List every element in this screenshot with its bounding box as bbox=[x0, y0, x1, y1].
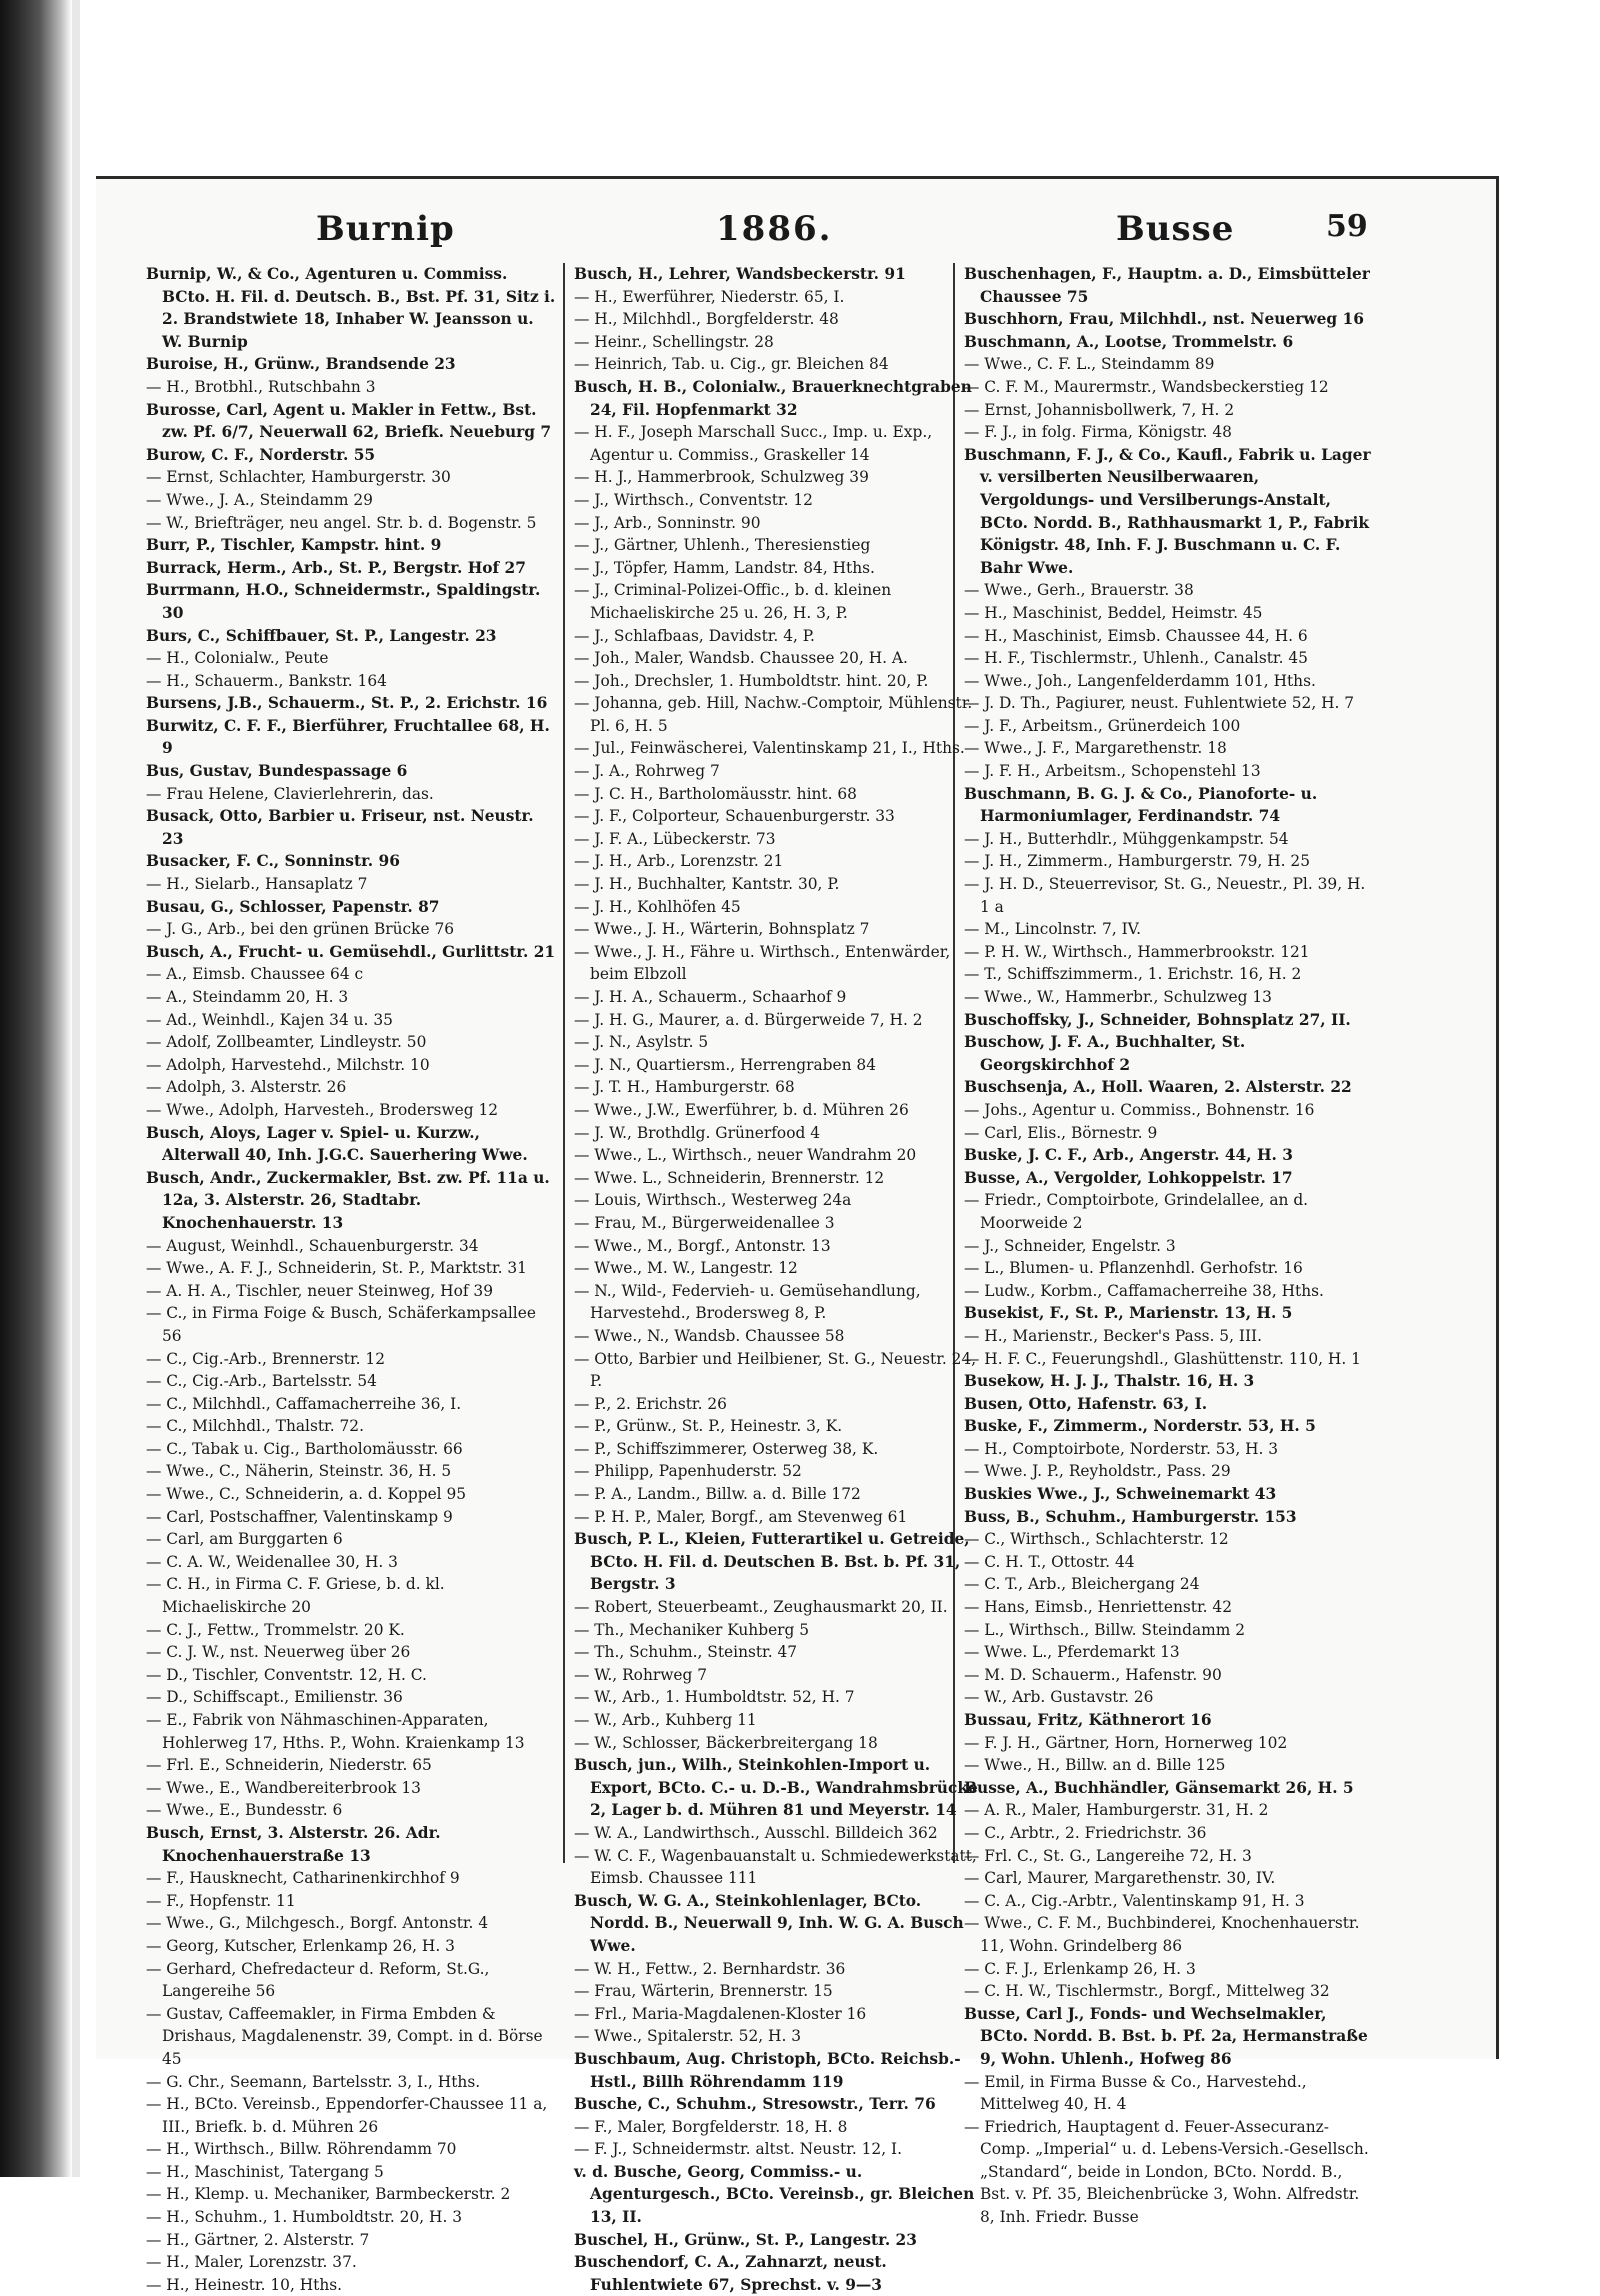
directory-entry: Burwitz, C. F. F., Bierführer, Fruchtallee 68, H. 9 bbox=[146, 716, 550, 758]
directory-entry: — Joh., Maler, Wandsb. Chaussee 20, H. A. bbox=[574, 649, 908, 668]
directory-entry: — P. H. P., Maler, Borgf., am Stevenweg 61 bbox=[574, 1507, 908, 1526]
directory-entry: — Hans, Eimsb., Henriettenstr. 42 bbox=[964, 1598, 1232, 1617]
directory-entry: — Jul., Feinwäscherei, Valentinskamp 21, I., Hths. bbox=[574, 739, 965, 758]
directory-entry: Busch, Aloys, Lager v. Spiel- u. Kurzw., Alterwall 40, Inh. J.G.C. Sauerhering Wwe. bbox=[146, 1123, 528, 1165]
directory-entry: Buschmann, F. J., & Co., Kaufl., Fabrik u. Lager v. versilberten Neusilberwaaren, Vergoldungs- und Versilberungs-Anstalt, BCto. Nordd. B., Rathhausmarkt 1, P., Fabrik Königstr. 48, Inh. F. J. Buschmann u. C. F. Bahr Wwe. bbox=[964, 445, 1371, 577]
directory-entry: — P., Schiffszimmerer, Osterweg 38, K. bbox=[574, 1439, 879, 1458]
directory-entry: Buschel, H., Grünw., St. P., Langestr. 23 bbox=[574, 2230, 917, 2249]
directory-entry: — J. F., Colporteur, Schauenburgerstr. 33 bbox=[574, 807, 895, 826]
directory-entry: — C. J. W., nst. Neuerweg über 26 bbox=[146, 1643, 411, 1662]
directory-entry: — Adolph, Harvestehd., Milchstr. 10 bbox=[146, 1055, 430, 1074]
directory-entry: — Carl, am Burggarten 6 bbox=[146, 1530, 343, 1549]
directory-entry: — J. H., Butterhdlr., Mühggenkampstr. 54 bbox=[964, 829, 1289, 848]
directory-entry: — W., Rohrweg 7 bbox=[574, 1665, 708, 1684]
directory-entry: — Wwe. L., Schneiderin, Brennerstr. 12 bbox=[574, 1168, 885, 1187]
directory-entry: — W., Arb., Kuhberg 11 bbox=[574, 1711, 757, 1729]
directory-entry: — H., Comptoirbote, Norderstr. 53, H. 3 bbox=[964, 1439, 1279, 1458]
directory-entry: — C. F. J., Erlenkamp 26, H. 3 bbox=[964, 1959, 1196, 1978]
directory-entry: — Wwe., C. F. M., Buchbinderei, Knochenhauerstr. 11, Wohn. Grindelberg 86 bbox=[964, 1914, 1360, 1955]
directory-entry: — Friedr., Comptoirbote, Grindelallee, an d. Moorweide 2 bbox=[964, 1191, 1309, 1232]
directory-entry: — W., Arb. Gustavstr. 26 bbox=[964, 1688, 1154, 1707]
directory-entry: — G. Chr., Seemann, Bartelsstr. 3, I., Hths. bbox=[146, 2072, 481, 2091]
directory-entry: — H. J., Hammerbrook, Schulzweg 39 bbox=[574, 468, 869, 487]
directory-entry: — C., Tabak u. Cig., Bartholomäusstr. 66 bbox=[146, 1439, 463, 1458]
column-2 bbox=[574, 263, 984, 2296]
directory-entry: Burosse, Carl, Agent u. Makler in Fettw., Bst. zw. Pf. 6/7, Neuerwall 62, Briefk. Neueburg 7 bbox=[146, 400, 552, 442]
directory-entry: — F. J., in folg. Firma, Königstr. 48 bbox=[964, 423, 1232, 442]
column-1 bbox=[146, 263, 556, 2296]
directory-entry: — A. H. A., Tischler, neuer Steinweg, Hof 39 bbox=[146, 1281, 494, 1300]
column-3 bbox=[964, 263, 1374, 2229]
directory-entry: Busch, P. L., Kleien, Futterartikel u. Getreide, BCto. H. Fil. d. Deutschen B. Bst. b. Pf. 31, Bergstr. 3 bbox=[574, 1530, 970, 1594]
directory-entry: Buschmann, A., Lootse, Trommelstr. 6 bbox=[964, 332, 1294, 351]
directory-entry: Buschsenja, A., Holl. Waaren, 2. Alsterstr. 22 bbox=[964, 1078, 1352, 1097]
directory-entry: — F., Hausknecht, Catharinenkirchhof 9 bbox=[146, 1869, 460, 1888]
directory-entry: — P., 2. Erichstr. 26 bbox=[574, 1394, 727, 1413]
header-year: 1886. bbox=[716, 209, 833, 249]
directory-entry: — T., Schiffszimmerm., 1. Erichstr. 16, H. 2 bbox=[964, 965, 1302, 984]
directory-entry: — Frl., Maria-Magdalenen-Kloster 16 bbox=[574, 2004, 867, 2023]
directory-entry: — J., Schlafbaas, Davidstr. 4, P. bbox=[574, 626, 815, 645]
directory-entry: — H. F., Tischlermstr., Uhlenh., Canalstr. 45 bbox=[964, 649, 1308, 668]
directory-entry: — H., Klemp. u. Mechaniker, Barmbeckerstr. 2 bbox=[146, 2185, 511, 2204]
directory-entry: — F., Maler, Borgfelderstr. 18, H. 8 bbox=[574, 2117, 848, 2136]
directory-entry: Busch, W. G. A., Steinkohlenlager, BCto. Nordd. B., Neuerwall 9, Inh. W. G. A. Busch Wwe. bbox=[574, 1891, 964, 1955]
directory-entry: — Wwe., J. A., Steindamm 29 bbox=[146, 490, 373, 509]
directory-entry: — Johanna, geb. Hill, Nachw.-Comptoir, Mühlenstr. Pl. 6, H. 5 bbox=[574, 694, 973, 735]
directory-entry: — Otto, Barbier und Heilbiener, St. G., Neuestr. 24, P. bbox=[574, 1349, 977, 1391]
directory-entry: — P. H. W., Wirthsch., Hammerbrookstr. 121 bbox=[964, 942, 1310, 961]
directory-entry: — F., Hopfenstr. 11 bbox=[146, 1891, 296, 1910]
directory-entry: — L., Wirthsch., Billw. Steindamm 2 bbox=[964, 1620, 1245, 1639]
directory-entry: — J. N., Asylstr. 5 bbox=[574, 1033, 709, 1052]
directory-entry: — P., Grünw., St. P., Heinestr. 3, K. bbox=[574, 1417, 843, 1436]
directory-entry: — Robert, Steuerbeamt., Zeughausmarkt 20, II. bbox=[574, 1598, 948, 1617]
directory-entry: Busekist, F., St. P., Marienstr. 13, H. 5 bbox=[964, 1304, 1293, 1323]
directory-entry: — J. G., Arb., bei den grünen Brücke 76 bbox=[146, 920, 455, 939]
directory-entry: — M. D. Schauerm., Hafenstr. 90 bbox=[964, 1665, 1222, 1684]
directory-entry: — W., Arb., 1. Humboldtstr. 52, H. 7 bbox=[574, 1688, 855, 1707]
directory-entry: — Wwe., Spitalerstr. 52, H. 3 bbox=[574, 2027, 802, 2046]
directory-entry: — H., Maler, Lorenzstr. 37. bbox=[146, 2253, 357, 2272]
directory-entry: — Wwe., J.W., Ewerführer, b. d. Mühren 26 bbox=[574, 1100, 909, 1119]
directory-entry: — J., Töpfer, Hamm, Landstr. 84, Hths. bbox=[574, 558, 875, 577]
directory-entry: — Frl. C., St. G., Langereihe 72, H. 3 bbox=[964, 1846, 1252, 1865]
directory-entry: — J. H., Zimmerm., Hamburgerstr. 79, H. 25 bbox=[964, 852, 1311, 871]
directory-entry: Buschenhagen, F., Hauptm. a. D., Eimsbütteler Chaussee 75 bbox=[964, 265, 1370, 306]
directory-entry: — Wwe., G., Milchgesch., Borgf. Antonstr. 4 bbox=[146, 1914, 489, 1933]
directory-page bbox=[96, 176, 1499, 2294]
directory-entry: Burnip, W., & Co., Agenturen u. Commiss. BCto. H. Fil. d. Deutsch. B., Bst. Pf. 31, Sitz i. 2. Brandstwiete 18, Inhaber W. Jeansson u. W. Burnip bbox=[146, 265, 556, 351]
directory-entry: — H., Ewerführer, Niederstr. 65, I. bbox=[574, 287, 845, 306]
directory-entry: — W. H., Fettw., 2. Bernhardstr. 36 bbox=[574, 1959, 846, 1978]
directory-entry: — H., Maschinist, Eimsb. Chaussee 44, H. 6 bbox=[964, 626, 1308, 645]
directory-entry: Busch, jun., Wilh., Steinkohlen-Import u. Export, BCto. C.- u. D.-B., Wandrahmsbrücke 2, Lager b. d. Mühren 81 und Meyerstr. 14 bbox=[574, 1756, 978, 1820]
directory-entry: Buschow, J. F. A., Buchhalter, St. Georgskirchhof 2 bbox=[964, 1033, 1246, 1074]
directory-entry: — J. F. H., Arbeitsm., Schopenstehl 13 bbox=[964, 762, 1261, 781]
directory-entry: — Wwe., E., Bundesstr. 6 bbox=[146, 1801, 343, 1820]
directory-entry: — H., Milchhdl., Borgfelderstr. 48 bbox=[574, 310, 839, 329]
directory-entry: — Joh., Drechsler, 1. Humboldtstr. hint. 20, P. bbox=[574, 671, 929, 690]
directory-entry: — Carl, Maurer, Margarethenstr. 30, IV. bbox=[964, 1869, 1276, 1888]
directory-entry: — E., Fabrik von Nähmaschinen-Apparaten, Hohlerweg 17, Hths. P., Wohn. Kraienkamp 13 bbox=[146, 1711, 525, 1752]
directory-entry: — J., Arb., Sonninstr. 90 bbox=[574, 513, 761, 532]
directory-entry: Buschendorf, C. A., Zahnarzt, neust. Fuhlentwiete 67, Sprechst. v. 9—3 bbox=[574, 2253, 887, 2294]
directory-entry: — F. J., Schneidermstr. altst. Neustr. 12, I. bbox=[574, 2140, 902, 2159]
directory-entry: — C., Milchhdl., Thalstr. 72. bbox=[146, 1417, 364, 1436]
directory-entry: — J. C. H., Bartholomäusstr. hint. 68 bbox=[574, 784, 857, 803]
directory-entry: Burrmann, H.O., Schneidermstr., Spaldingstr. 30 bbox=[146, 581, 541, 622]
directory-entry: Busen, Otto, Hafenstr. 63, I. bbox=[964, 1394, 1208, 1413]
directory-entry: — Frau, Wärterin, Brennerstr. 15 bbox=[574, 1982, 833, 2001]
directory-entry: — J., Wirthsch., Conventstr. 12 bbox=[574, 490, 813, 509]
directory-entry: — Gerhard, Chefredacteur d. Reform, St.G., Langereihe 56 bbox=[146, 1959, 490, 2001]
directory-entry: — C., Milchhdl., Caffamacherreihe 36, I. bbox=[146, 1394, 462, 1413]
page-number: 59 bbox=[1326, 209, 1368, 244]
directory-entry: — A., Eimsb. Chaussee 64 c bbox=[146, 965, 364, 984]
directory-entry: — J. D. Th., Pagiurer, neust. Fuhlentwiete 52, H. 7 bbox=[964, 694, 1355, 713]
directory-entry: — Wwe., J. H., Wärterin, Bohnsplatz 7 bbox=[574, 920, 870, 939]
directory-entry: — Wwe., Gerh., Brauerstr. 38 bbox=[964, 581, 1194, 600]
directory-entry: Buske, J. C. F., Arb., Angerstr. 44, H. 3 bbox=[964, 1146, 1293, 1165]
directory-entry: — J. W., Brothdlg. Grünerfood 4 bbox=[574, 1123, 820, 1142]
directory-entry: — Wwe., Adolph, Harvesteh., Brodersweg 12 bbox=[146, 1100, 499, 1119]
directory-entry: — H., Heinestr. 10, Hths. bbox=[146, 2275, 343, 2294]
directory-entry: Buroise, H., Grünw., Brandsende 23 bbox=[146, 355, 456, 374]
directory-entry: — Carl, Elis., Börnestr. 9 bbox=[964, 1123, 1158, 1142]
directory-entry: Busch, Ernst, 3. Alsterstr. 26. Adr. Knochenhauerstraße 13 bbox=[146, 1823, 441, 1865]
directory-entry: v. d. Busche, Georg, Commiss.- u. Agenturgesch., BCto. Vereinsb., gr. Bleichen 13, II. bbox=[574, 2162, 975, 2227]
directory-entry: — C. H. W., Tischlermstr., Borgf., Mittelweg 32 bbox=[964, 1982, 1330, 2001]
directory-entry: — Emil, in Firma Busse & Co., Harvestehd., Mittelweg 40, H. 4 bbox=[964, 2072, 1307, 2114]
directory-entry: — Wwe., M. W., Langestr. 12 bbox=[574, 1259, 798, 1278]
directory-entry: — Gustav, Caffeemakler, in Firma Embden & Drishaus, Magdalenenstr. 39, Compt. in d. Börse 45 bbox=[146, 2004, 543, 2068]
directory-entry: — J. F. A., Lübeckerstr. 73 bbox=[574, 829, 776, 848]
directory-entry: — August, Weinhdl., Schauenburgerstr. 34 bbox=[146, 1236, 479, 1255]
directory-entry: Buss, B., Schuhm., Hamburgerstr. 153 bbox=[964, 1507, 1297, 1526]
directory-entry: — J. H., Kohlhöfen 45 bbox=[574, 897, 741, 916]
directory-entry: Buschmann, B. G. J. & Co., Pianoforte- u. Harmoniumlager, Ferdinandstr. 74 bbox=[964, 784, 1318, 826]
directory-entry: — Heinrich, Tab. u. Cig., gr. Bleichen 84 bbox=[574, 355, 889, 374]
scan-binding-edge bbox=[0, 0, 72, 2177]
directory-entry: — C. J., Fettw., Trommelstr. 20 K. bbox=[146, 1620, 405, 1639]
directory-entry: — W. C. F., Wagenbauanstalt u. Schmiedewerkstatt, Eimsb. Chaussee 111 bbox=[574, 1846, 977, 1888]
directory-entry: — Heinr., Schellingstr. 28 bbox=[574, 332, 774, 351]
directory-entry: — Adolph, 3. Alsterstr. 26 bbox=[146, 1078, 347, 1097]
directory-entry: — W., Schlosser, Bäckerbreitergang 18 bbox=[574, 1733, 878, 1752]
directory-entry: — Wwe. L., Pferdemarkt 13 bbox=[964, 1643, 1180, 1662]
directory-entry: — H., BCto. Vereinsb., Eppendorfer-Chaussee 11 a, III., Briefk. b. d. Mühren 26 bbox=[146, 2095, 548, 2136]
directory-entry: — Wwe., C. F. L., Steindamm 89 bbox=[964, 355, 1215, 374]
directory-entry: — H., Maschinist, Beddel, Heimstr. 45 bbox=[964, 603, 1263, 622]
directory-entry: Burs, C., Schiffbauer, St. P., Langestr. 23 bbox=[146, 626, 497, 645]
directory-entry: Busacker, F. C., Sonninstr. 96 bbox=[146, 852, 400, 871]
column-divider-1 bbox=[563, 263, 565, 1863]
directory-entry: — F. J. H., Gärtner, Horn, Hornerweg 102 bbox=[964, 1733, 1288, 1752]
directory-entry: — H., Gärtner, 2. Alsterstr. 7 bbox=[146, 2230, 370, 2249]
directory-entry: Burrack, Herm., Arb., St. P., Bergstr. Hof 27 bbox=[146, 558, 526, 577]
directory-entry: — Wwe., C., Näherin, Steinstr. 36, H. 5 bbox=[146, 1462, 452, 1481]
directory-entry: Buskies Wwe., J., Schweinemarkt 43 bbox=[964, 1485, 1277, 1504]
directory-entry: Busch, H., Lehrer, Wandsbeckerstr. 91 bbox=[574, 265, 906, 283]
directory-entry: — Ernst, Johannisbollwerk, 7, H. 2 bbox=[964, 400, 1235, 419]
directory-entry: — C., Cig.-Arb., Brennerstr. 12 bbox=[146, 1349, 386, 1368]
page-header bbox=[96, 179, 1496, 249]
directory-entry: — J. H. G., Maurer, a. d. Bürgerweide 7, H. 2 bbox=[574, 1010, 923, 1029]
directory-entry: — J. A., Rohrweg 7 bbox=[574, 762, 720, 781]
directory-entry: Busse, A., Buchhändler, Gänsemarkt 26, H. 5 bbox=[964, 1778, 1354, 1797]
directory-entry: — Frau, M., Bürgerweidenallee 3 bbox=[574, 1213, 835, 1232]
directory-entry: Buschhorn, Frau, Milchhdl., nst. Neuerweg 16 bbox=[964, 310, 1364, 329]
directory-entry: Busse, A., Vergolder, Lohkoppelstr. 17 bbox=[964, 1168, 1293, 1187]
directory-entry: — Wwe., M., Borgf., Antonstr. 13 bbox=[574, 1236, 831, 1255]
directory-entry: Busch, H. B., Colonialw., Brauerknechtgraben 24, Fil. Hopfenmarkt 32 bbox=[574, 377, 972, 419]
directory-entry: — Wwe., J. H., Fähre u. Wirthsch., Entenwärder, beim Elbzoll bbox=[574, 942, 951, 984]
directory-entry: Buschbaum, Aug. Christoph, BCto. Reichsb.-Hstl., Billh Röhrendamm 119 bbox=[574, 2049, 961, 2091]
directory-entry: — N., Wild-, Federvieh- u. Gemüsehandlung, Harvestehd., Brodersweg 8, P. bbox=[574, 1281, 921, 1323]
directory-entry: — H., Schauerm., Bankstr. 164 bbox=[146, 671, 387, 690]
directory-entry: — M., Lincolnstr. 7, IV. bbox=[964, 920, 1141, 939]
directory-entry: — P. A., Landm., Billw. a. d. Bille 172 bbox=[574, 1485, 861, 1504]
directory-entry: Burow, C. F., Norderstr. 55 bbox=[146, 445, 376, 464]
directory-entry: — H., Brotbhl., Rutschbahn 3 bbox=[146, 377, 376, 396]
directory-entry: — Wwe., J. F., Margarethenstr. 18 bbox=[964, 739, 1227, 758]
directory-entry: — J. H., Buchhalter, Kantstr. 30, P. bbox=[574, 875, 840, 894]
directory-entry: — H., Maschinist, Tatergang 5 bbox=[146, 2162, 384, 2181]
directory-entry: — Wwe., A. F. J., Schneiderin, St. P., Marktstr. 31 bbox=[146, 1259, 527, 1278]
directory-entry: Buske, F., Zimmerm., Norderstr. 53, H. 5 bbox=[964, 1417, 1316, 1436]
directory-entry: Busch, Andr., Zuckermakler, Bst. zw. Pf. 11a u. 12a, 3. Alsterstr. 26, Stadtabr. Knochenhauerstr. 13 bbox=[146, 1168, 550, 1232]
directory-entry: — J. F., Arbeitsm., Grünerdeich 100 bbox=[964, 716, 1241, 735]
directory-entry: — Wwe., Joh., Langenfelderdamm 101, Hths. bbox=[964, 671, 1316, 690]
directory-entry: — C. F. M., Maurermstr., Wandsbeckerstieg 12 bbox=[964, 377, 1329, 396]
directory-entry: Bus, Gustav, Bundespassage 6 bbox=[146, 762, 408, 781]
directory-entry: — H. F. C., Feuerungshdl., Glashüttenstr. 110, H. 1 bbox=[964, 1349, 1361, 1368]
directory-entry: — C. H. T., Ottostr. 44 bbox=[964, 1552, 1135, 1571]
directory-entry: — Ludw., Korbm., Caffamacherreihe 38, Hths. bbox=[964, 1281, 1324, 1300]
directory-entry: — C. H., in Firma C. F. Griese, b. d. kl. Michaeliskirche 20 bbox=[146, 1575, 445, 1617]
header-left-keyword: Burnip bbox=[316, 209, 455, 249]
directory-entry: Bursens, J.B., Schauerm., St. P., 2. Erichstr. 16 bbox=[146, 694, 548, 713]
scan-page-gap bbox=[72, 0, 80, 2177]
directory-entry: — J. N., Quartiersm., Herrengraben 84 bbox=[574, 1055, 877, 1074]
directory-entry: — Th., Schuhm., Steinstr. 47 bbox=[574, 1643, 798, 1662]
directory-entry: — Wwe., N., Wandsb. Chaussee 58 bbox=[574, 1326, 845, 1345]
directory-entry: — C., Wirthsch., Schlachterstr. 12 bbox=[964, 1530, 1229, 1549]
directory-entry: — Philipp, Papenhuderstr. 52 bbox=[574, 1462, 802, 1481]
directory-entry: — D., Schiffscapt., Emilienstr. 36 bbox=[146, 1688, 403, 1707]
directory-entry: — J., Criminal-Polizei-Offic., b. d. kleinen Michaeliskirche 25 u. 26, H. 3, P. bbox=[574, 581, 892, 622]
directory-entry: — Th., Mechaniker Kuhberg 5 bbox=[574, 1620, 810, 1639]
directory-entry: — J. T. H., Hamburgerstr. 68 bbox=[574, 1078, 795, 1097]
directory-entry: — J. H., Arb., Lorenzstr. 21 bbox=[574, 852, 784, 871]
directory-entry: — J., Gärtner, Uhlenh., Theresienstieg bbox=[574, 536, 871, 555]
directory-entry: — C. A. W., Weidenallee 30, H. 3 bbox=[146, 1552, 398, 1571]
directory-entry: — Wwe., H., Billw. an d. Bille 125 bbox=[964, 1756, 1226, 1775]
header-right-keyword: Busse bbox=[1116, 209, 1235, 249]
directory-entry: — H. F., Joseph Marschall Succ., Imp. u. Exp., Agentur u. Commiss., Graskeller 14 bbox=[574, 423, 933, 464]
directory-entry: — C. T., Arb., Bleichergang 24 bbox=[964, 1575, 1200, 1594]
directory-entry: — C. A., Cig.-Arbtr., Valentinskamp 91, H. 3 bbox=[964, 1891, 1305, 1910]
directory-entry: — J. H. A., Schauerm., Schaarhof 9 bbox=[574, 988, 847, 1006]
directory-entry: — J., Schneider, Engelstr. 3 bbox=[964, 1236, 1176, 1255]
directory-entry: — W. A., Landwirthsch., Ausschl. Billdeich 362 bbox=[574, 1823, 938, 1842]
directory-entry: — H., Wirthsch., Billw. Röhrendamm 70 bbox=[146, 2140, 457, 2159]
directory-entry: Busse, Carl J., Fonds- und Wechselmakler, BCto. Nordd. B. Bst. b. Pf. 2a, Hermanstraße 9, Wohn. Uhlenh., Hofweg 86 bbox=[964, 2004, 1368, 2068]
directory-entry: — Johs., Agentur u. Commiss., Bohnenstr. 16 bbox=[964, 1100, 1315, 1119]
directory-entry: — H., Schuhm., 1. Humboldtstr. 20, H. 3 bbox=[146, 2208, 463, 2227]
directory-entry: Busche, C., Schuhm., Stresowstr., Terr. 76 bbox=[574, 2095, 936, 2114]
directory-entry: — C., Arbtr., 2. Friedrichstr. 36 bbox=[964, 1823, 1207, 1842]
directory-entry: — Carl, Postschaffner, Valentinskamp 9 bbox=[146, 1507, 453, 1526]
directory-entry: — A., Steindamm 20, H. 3 bbox=[146, 988, 349, 1006]
directory-entry: Burr, P., Tischler, Kampstr. hint. 9 bbox=[146, 536, 442, 555]
directory-entry: — Georg, Kutscher, Erlenkamp 26, H. 3 bbox=[146, 1936, 455, 1955]
directory-entry: — Wwe. J. P., Reyholdstr., Pass. 29 bbox=[964, 1462, 1231, 1481]
directory-entry: — Louis, Wirthsch., Westerweg 24a bbox=[574, 1191, 852, 1210]
directory-entry: Bussau, Fritz, Käthnerort 16 bbox=[964, 1711, 1212, 1729]
directory-entry: — H., Colonialw., Peute bbox=[146, 649, 329, 668]
directory-entry: — W., Briefträger, neu angel. Str. b. d. Bogenstr. 5 bbox=[146, 513, 537, 532]
directory-entry: — H., Sielarb., Hansaplatz 7 bbox=[146, 875, 368, 894]
directory-entry: — Wwe., E., Wandbereiterbrook 13 bbox=[146, 1778, 421, 1797]
directory-entry: — D., Tischler, Conventstr. 12, H. C. bbox=[146, 1665, 427, 1684]
directory-entry: — Ernst, Schlachter, Hamburgerstr. 30 bbox=[146, 468, 451, 487]
directory-entry: Busau, G., Schlosser, Papenstr. 87 bbox=[146, 897, 440, 916]
directory-entry: — H., Marienstr., Becker's Pass. 5, III. bbox=[964, 1326, 1263, 1345]
directory-entry: Buschoffsky, J., Schneider, Bohnsplatz 27, II. bbox=[964, 1010, 1351, 1029]
directory-entry: — Ad., Weinhdl., Kajen 34 u. 35 bbox=[146, 1010, 393, 1029]
directory-entry: Busack, Otto, Barbier u. Friseur, nst. Neustr. 23 bbox=[146, 807, 534, 848]
directory-entry: — J. H. D., Steuerrevisor, St. G., Neuestr., Pl. 39, H. 1 a bbox=[964, 875, 1366, 916]
directory-entry: Busekow, H. J. J., Thalstr. 16, H. 3 bbox=[964, 1372, 1255, 1391]
directory-entry: — L., Blumen- u. Pflanzenhdl. Gerhofstr. 16 bbox=[964, 1259, 1303, 1278]
directory-entry: — Wwe., L., Wirthsch., neuer Wandrahm 20 bbox=[574, 1146, 917, 1165]
directory-entry: — Frau Helene, Clavierlehrerin, das. bbox=[146, 784, 434, 803]
directory-entry: — A. R., Maler, Hamburgerstr. 31, H. 2 bbox=[964, 1801, 1269, 1820]
directory-entry: — Wwe., W., Hammerbr., Schulzweg 13 bbox=[964, 988, 1272, 1006]
directory-entry: — C., Cig.-Arb., Bartelsstr. 54 bbox=[146, 1372, 377, 1391]
directory-entry: — Adolf, Zollbeamter, Lindleystr. 50 bbox=[146, 1033, 427, 1052]
directory-entry: — Friedrich, Hauptagent d. Feuer-Assecuranz-Comp. „Imperial“ u. d. Lebens-Versich.-Gesellsch. „Standard“, beide in London, BCto. Nordd. B., Bst. v. Pf. 35, Bleichenbrücke 3, Wohn. Alfredstr. 8, Inh. Friedr. Busse bbox=[964, 2117, 1369, 2227]
directory-entry: — C., in Firma Foige & Busch, Schäferkampsallee 56 bbox=[146, 1304, 536, 1345]
directory-entry: — Frl. E., Schneiderin, Niederstr. 65 bbox=[146, 1756, 432, 1775]
directory-entry: — Wwe., C., Schneiderin, a. d. Koppel 95 bbox=[146, 1485, 467, 1504]
directory-entry: Busch, A., Frucht- u. Gemüsehdl., Gurlittstr. 21 bbox=[146, 942, 556, 961]
